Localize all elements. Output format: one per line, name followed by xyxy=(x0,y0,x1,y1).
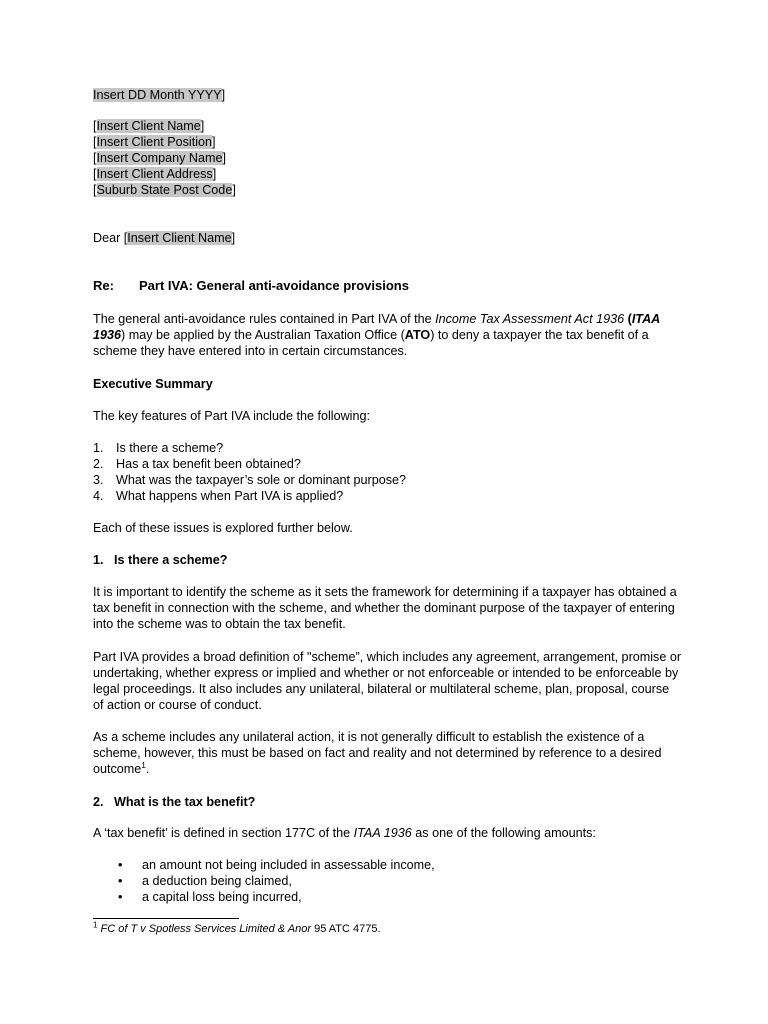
date-placeholder: Insert DD Month YYYY xyxy=(93,88,222,102)
address-block xyxy=(93,118,683,198)
section-1-para-2: Part IVA provides a broad definition of "scheme”, which includes any agreement, arrangement, promise or undertaking, whether express or implied and whether or not enforceable or intended to be enforceable by legal proceedings. It also includes any unilateral, bilateral or multilateral scheme, plan, proposal, course of action or course of conduct. xyxy=(93,650,682,712)
address-line: [Suburb State Post Code] xyxy=(93,183,236,197)
footnote-separator xyxy=(93,918,239,919)
address-line: [Insert Client Name] xyxy=(93,119,205,133)
section-1-heading: 1. Is there a scheme? xyxy=(93,553,228,567)
exec-summary-lead: The key features of Part IVA include the following: xyxy=(93,409,370,423)
footnote-ref: 1 xyxy=(141,760,146,770)
bullet-icon: • xyxy=(118,890,123,904)
section-2-lead: A ‘tax benefit’ is defined in section 177C of the ITAA 1936 as one of the following amounts: xyxy=(93,826,596,840)
list-item: 3. What was the taxpayer’s sole or dominant purpose? xyxy=(93,473,407,487)
list-item: 1. Is there a scheme? xyxy=(93,441,224,455)
address-line: [Insert Client Position] xyxy=(93,135,216,149)
bullet-icon: • xyxy=(118,858,123,872)
list-item: • a deduction being claimed, xyxy=(118,874,292,888)
section-1-para-1: It is important to identify the scheme as it sets the framework for determining if a taxpayer has obtained a tax benefit in connection with the scheme, and whether the dominant purpose of the taxpayer of entering into the scheme was to obtain the tax benefit. xyxy=(93,585,677,631)
list-item: • a capital loss being incurred, xyxy=(118,890,302,904)
salutation: Dear [Insert Client Name] xyxy=(93,231,236,245)
letter-date: Insert DD Month YYYY] xyxy=(93,88,226,102)
tax-benefit-list xyxy=(118,857,435,905)
bullet-icon: • xyxy=(118,874,123,888)
section-1-para-3: As a scheme includes any unilateral action, it is not generally difficult to establish the existence of a scheme, however, this must be based on fact and reality and not determined by reference to a desired outcome$^1$. xyxy=(93,730,662,776)
intro-paragraph: The general anti-avoidance rules contained in Part IVA of the Income Tax Assessment Act 1936 (ITAA 1936) may be applied by the Australian Taxation Office (ATO) to deny a taxpayer the tax benefit of a scheme they have entered into in certain circumstances. xyxy=(93,312,660,358)
footnote: $^1$ FC of T v Spotless Services Limited & Anor 95 ATC 4775. xyxy=(93,920,381,935)
exec-summary-closing: Each of these issues is explored further below. xyxy=(93,521,353,535)
re-line: Re: Part IVA: General anti-avoidance provisions xyxy=(93,278,409,293)
list-item: 2. Has a tax benefit been obtained? xyxy=(93,457,301,471)
address-line: [Insert Company Name] xyxy=(93,151,226,165)
address-line: [Insert Client Address] xyxy=(93,167,217,181)
list-item: 4. What happens when Part IVA is applied? xyxy=(93,489,344,503)
key-features-list xyxy=(93,440,406,504)
exec-summary-heading: Executive Summary xyxy=(93,377,213,391)
section-2-heading: 2. What is the tax benefit? xyxy=(93,795,256,809)
list-item: • an amount not being included in assessable income, xyxy=(118,858,435,872)
subject-title: Part IVA: General anti-avoidance provisions xyxy=(139,278,409,293)
